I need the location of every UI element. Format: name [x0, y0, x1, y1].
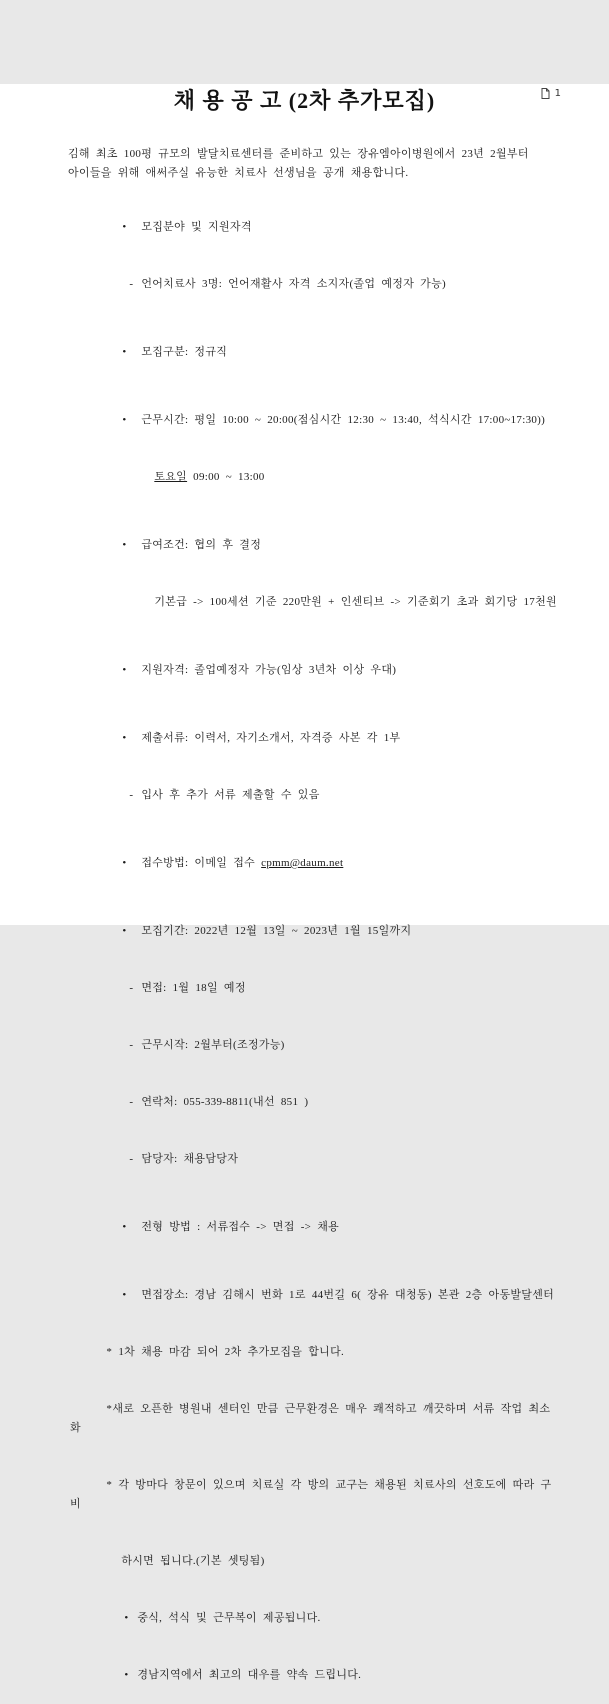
page-indicator [541, 88, 561, 99]
doc-line-speech-therapist: - 언어치료사 3명: 언어재활사 자격 소지자(졸업 예정자 가능) [68, 256, 557, 313]
bullet-marker: • [122, 925, 127, 937]
star-marker: * [106, 1479, 113, 1491]
document-title: 채 용 공 고 (2차 추가모집) [173, 88, 436, 113]
intro-line: 김해 최초 100평 규모의 발달치료센터를 준비하고 있는 장유엠아이병원에서 23년 2월부터 [68, 148, 529, 160]
doc-line-recruit-field: • 모집분야 및 지원자격 [68, 199, 557, 256]
bullet-marker: • [122, 1221, 127, 1233]
bullet-marker: • [124, 1669, 129, 1681]
bullet-marker: • [124, 1612, 129, 1624]
dash-marker: - [129, 1153, 134, 1165]
star-marker: * [106, 1403, 113, 1415]
doc-line-documents: • 제출서류: 이력서, 자기소개서, 자격증 사본 각 1부 [68, 710, 557, 767]
email-link[interactable]: cpmm@daum.net [261, 857, 344, 869]
intro-line: 아이들을 위해 애써주실 유능한 치료사 선생님을 공개 채용합니다. [68, 167, 409, 179]
doc-line-meals: • 중식, 석식 및 근무복이 제공됩니다. [68, 1590, 557, 1647]
bullet-marker: • [122, 1289, 127, 1301]
doc-line-note-rooms-cont: 하시면 됩니다.(기본 셋팅됨) [121, 1555, 265, 1567]
doc-line-note-rooms: * 각 방마다 창문이 있으며 치료실 각 방의 교구는 채용된 치료사의 선호도에 따라 구비 [68, 1457, 557, 1533]
doc-line-salary-detail: 기본급 -> 100세션 기준 220만원 + 인센티브 -> 기준회기 초과 회기당 17천원 [154, 596, 557, 608]
page-icon [541, 88, 550, 99]
bullet-marker: • [122, 857, 127, 869]
doc-line-work-hours: • 근무시간: 평일 10:00 ~ 20:00(점심시간 12:30 ~ 13:40, 석식시간 17:00~17:30)) [68, 392, 557, 449]
doc-line-apply-method: • 접수방법: 이메일 접수 cpmm@daum.net [68, 835, 557, 892]
bullet-marker: • [122, 664, 127, 676]
document-page [0, 84, 609, 1681]
doc-line-promise: • 경남지역에서 최고의 대우를 약속 드립니다. [68, 1647, 557, 1704]
doc-line-saturday-hours: 토요일 09:00 ~ 13:00 [154, 471, 265, 483]
doc-line-contact: - 연락처: 055-339-8811(내선 851 ) [68, 1074, 557, 1131]
dash-marker: - [129, 789, 134, 801]
doc-line-interview-place: • 면접장소: 경남 김해시 번화 1로 44번길 6( 장유 대청동) 본관 2층 아동발달센터 [68, 1267, 557, 1324]
doc-line-process: • 전형 방법 : 서류접수 -> 면접 -> 채용 [68, 1199, 557, 1256]
doc-line-note-environment: *새로 오픈한 병원내 센터인 만큼 근무환경은 매우 쾌적하고 깨끗하며 서류 작업 최소화 [68, 1381, 557, 1457]
bullet-marker: • [122, 346, 127, 358]
dash-marker: - [129, 278, 134, 290]
doc-line-period: • 모집기간: 2022년 12월 13일 ~ 2023년 1월 15일까지 [68, 903, 557, 960]
page-number: 1 [554, 88, 561, 99]
doc-line-start-date: - 근무시작: 2월부터(조정가능) [68, 1017, 557, 1074]
bullet-marker: • [122, 414, 127, 426]
dash-marker: - [129, 1096, 134, 1108]
dash-marker: - [129, 982, 134, 994]
doc-line-employment-type: • 모집구분: 정규직 [68, 324, 557, 381]
bullet-marker: • [122, 539, 127, 551]
bullet-marker: • [122, 221, 127, 233]
doc-line-qualification: • 지원자격: 졸업예정자 가능(임상 3년차 이상 우대) [68, 642, 557, 699]
dash-marker: - [129, 1039, 134, 1051]
document-body [68, 145, 557, 1704]
bullet-marker: • [122, 732, 127, 744]
doc-line-salary: • 급여조건: 협의 후 결정 [68, 517, 557, 574]
doc-line-interview-date: - 면접: 1월 18일 예정 [68, 960, 557, 1017]
doc-line-documents-note: - 입사 후 추가 서류 제출할 수 있음 [68, 767, 557, 824]
star-marker: * [106, 1346, 113, 1358]
doc-line-manager: - 담당자: 채용담당자 [68, 1131, 557, 1188]
doc-line-note-first-round: * 1차 채용 마감 되어 2차 추가모집을 합니다. [68, 1324, 557, 1381]
